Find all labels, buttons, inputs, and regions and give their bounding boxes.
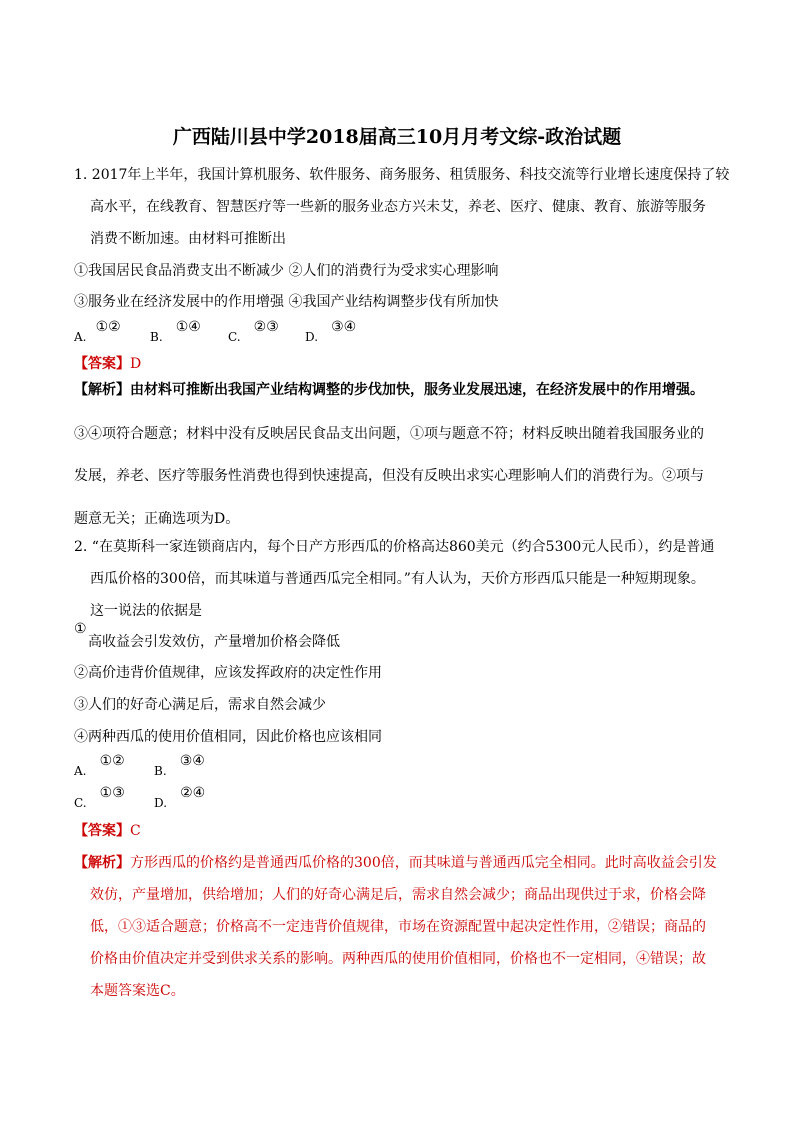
answer-value: D	[130, 356, 142, 372]
q2-analysis-line-2: 效仿，产量增加，供给增加；人们的好奇心满足后，需求自然会减少；商品出现供过于求，价格会降	[90, 887, 706, 903]
q1-analysis-line-1	[74, 380, 704, 400]
page-title: 广西陆川县中学2018届高三10月月考文综-政治试题	[172, 126, 622, 148]
q1-analysis-line-3: 发展，养老、医疗等服务性消费也得到快速提高，但没有反映出求实心理影响人们的消费行为。②项与	[74, 468, 704, 484]
q1-answer	[74, 354, 141, 374]
option-value: ①②	[95, 319, 121, 335]
q2-item-4: ④两种西瓜的使用价值相同，因此价格也应该相同	[74, 729, 382, 745]
q2-analysis-line-3: 低，①③适合题意；价格高不一定违背价值规律，市场在资源配置中起决定性作用，②错误；商品的	[90, 919, 706, 935]
q1-option-c	[228, 316, 279, 344]
q1-analysis-line-4: 题意无关；正确选项为D。	[74, 511, 240, 527]
option-value: ③④	[331, 319, 357, 335]
answer-label: 【答案】	[74, 823, 130, 839]
option-value: ①④	[175, 319, 201, 335]
option-letter: A.	[74, 764, 87, 778]
q2-answer	[74, 821, 141, 841]
answer-label: 【答案】	[74, 356, 130, 372]
q1-stem-line-1: 1. 2017年上半年，我国计算机服务、软件服务、商务服务、租赁服务、科技交流等行业增长速度保持了较	[74, 167, 730, 183]
q2-stem-line-2: 西瓜价格的300倍，而其味道与普通西瓜完全相同。”有人认为，天价方形西瓜只能是一种短期现象。	[90, 571, 705, 587]
option-letter: D.	[154, 796, 168, 810]
option-letter: B.	[154, 764, 167, 778]
analysis-label: 【解析】	[74, 855, 130, 871]
q1-stem-line-2: 高水平，在线教育、智慧医疗等一些新的服务业态方兴未艾，养老、医疗、健康、教育、旅游等服务	[90, 199, 706, 215]
answer-value: C	[130, 823, 141, 839]
q2-option-d	[154, 782, 206, 810]
analysis-text: 方形西瓜的价格约是普通西瓜价格的300倍，而其味道与普通西瓜完全相同。此时高收益会引发	[130, 855, 717, 871]
option-letter: C.	[74, 796, 87, 810]
q2-analysis-line-5: 本题答案选C。	[90, 983, 185, 999]
option-value: ①③	[99, 785, 125, 801]
q1-option-b	[150, 316, 201, 344]
q2-item-2: ②高价违背价值规律，应该发挥政府的决定性作用	[74, 665, 382, 681]
q1-option-a	[74, 316, 121, 344]
option-value: ①②	[99, 753, 125, 769]
option-value: ②④	[180, 785, 206, 801]
q2-stem-line-1: 2. “在莫斯科一家连锁商店内，每个日产方形西瓜的价格高达860美元（约合5300元人民币），约是普通	[74, 539, 715, 555]
q2-option-b	[154, 750, 205, 778]
q2-stem-line-3: 这一说法的依据是	[90, 603, 202, 619]
option-value: ③④	[179, 753, 205, 769]
q1-analysis-line-2: ③④项符合题意；材料中没有反映居民食品支出问题，①项与题意不符；材料反映出随着我国服务业的	[74, 426, 704, 442]
analysis-label: 【解析】	[74, 382, 130, 398]
option-value: ②③	[253, 319, 279, 335]
q2-option-c	[74, 782, 125, 810]
option-letter: A.	[74, 330, 87, 344]
q2-item-1-mark: ①	[74, 621, 87, 637]
q1-stem-line-3: 消费不断加速。由材料可推断出	[90, 231, 286, 247]
q1-items-line-1: ①我国居民食品消费支出不断减少 ②人们的消费行为受求实心理影响	[74, 263, 499, 279]
analysis-text: 由材料可推断出我国产业结构调整的步伐加快，服务业发展迅速，在经济发展中的作用增强。	[130, 382, 704, 398]
q2-analysis-line-4: 价格由价值决定并受到供求关系的影响。两种西瓜的使用价值相同，价格也不一定相同，④错误；故	[90, 951, 706, 967]
option-letter: B.	[150, 330, 163, 344]
q1-items-line-2: ③服务业在经济发展中的作用增强 ④我国产业结构调整步伐有所加快	[74, 294, 499, 310]
option-letter: D.	[305, 330, 319, 344]
q2-item-3: ③人们的好奇心满足后，需求自然会减少	[74, 697, 326, 713]
q2-analysis-line-1	[74, 853, 717, 873]
option-letter: C.	[228, 330, 241, 344]
q2-item-1-text: 高收益会引发效仿，产量增加价格会降低	[88, 634, 340, 650]
q1-option-d	[305, 316, 357, 344]
q2-option-a	[74, 750, 125, 778]
